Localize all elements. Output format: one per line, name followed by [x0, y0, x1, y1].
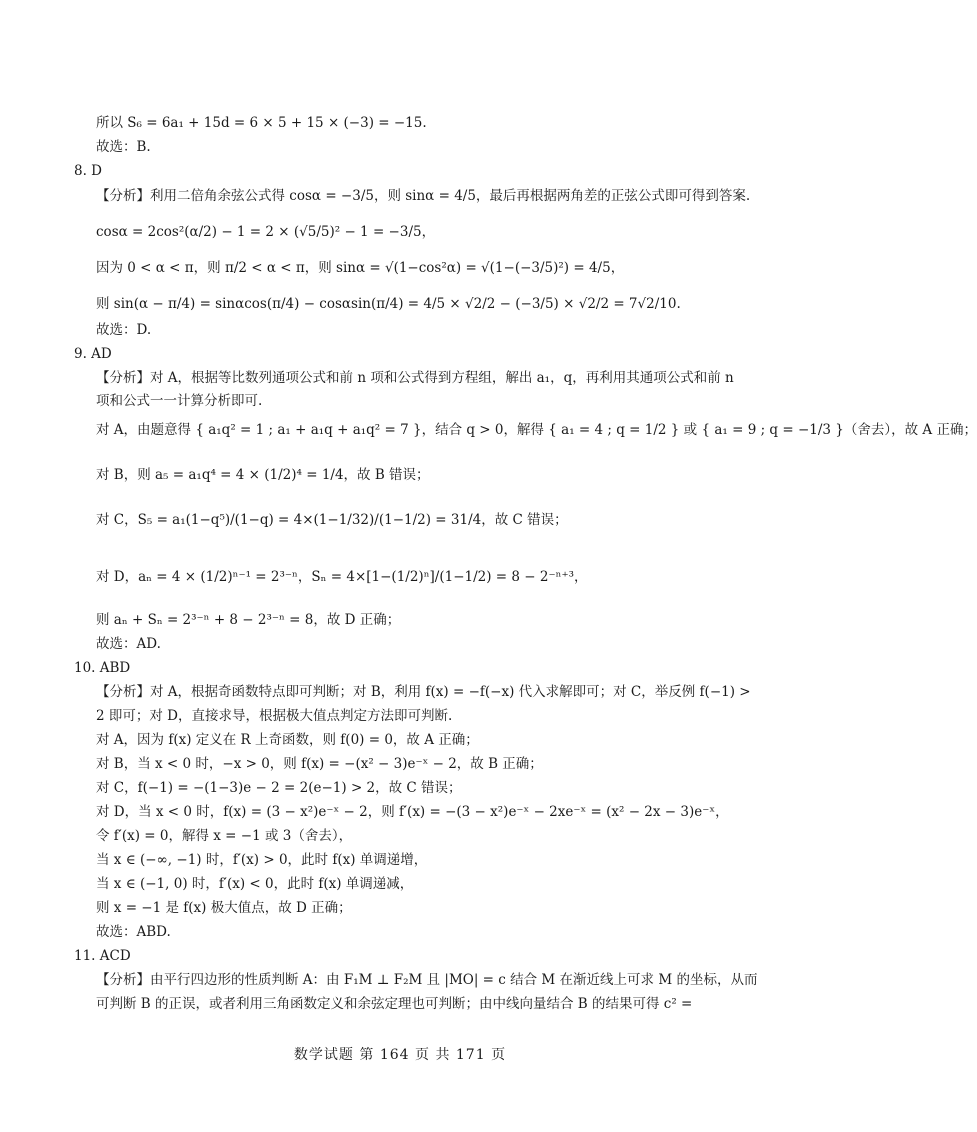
text-line: 令 f′(x) = 0，解得 x = −1 或 3（舍去）， — [96, 828, 353, 844]
text-line: 故选：D. — [96, 322, 152, 338]
text-line: 则 x = −1 是 f(x) 极大值点，故 D 正确； — [96, 900, 352, 916]
text-line: 对 C，f(−1) = −(1−3)e − 2 = 2(e−1) > 2，故 C 错误； — [96, 780, 462, 796]
text-line: 当 x ∈ (−1, 0) 时，f′(x) < 0，此时 f(x) 单调递减， — [96, 876, 414, 892]
text-line: 则 sin(α − π/4) = sinαcos(π/4) − cosαsin(π/4) = 4/5 × √2/2 − (−3/5) × √2/2 = 7√2/10. — [96, 296, 681, 312]
text-line: 对 D，aₙ = 4 × (1/2)ⁿ⁻¹ = 2³⁻ⁿ，Sₙ = 4×[1−(1/2)ⁿ]/(1−1/2) = 8 − 2⁻ⁿ⁺³， — [96, 569, 588, 585]
text-line: 2 即可；对 D，直接求导，根据极大值点判定方法即可判断. — [96, 708, 453, 724]
text-line: 对 C，S₅ = a₁(1−q⁵)/(1−q) = 4×(1−1/32)/(1−1/2) = 31/4，故 C 错误； — [96, 512, 568, 528]
text-line: 对 A，由题意得 { a₁q² = 1 ; a₁ + a₁q + a₁q² = 7 }，结合 q > 0，解得 { a₁ = 4 ; q = 1/2 } 或 { a₁ = 9 ; q = −1/3 }（舍去），故 A 正确； — [96, 422, 977, 438]
text-line: 9. AD — [74, 346, 112, 362]
text-line: 【分析】由平行四边形的性质判断 A：由 F₁M ⊥ F₂M 且 |MO| = c 结合 M 在渐近线上可求 M 的坐标，从而 — [96, 972, 758, 988]
text-line: 10. ABD — [74, 660, 131, 676]
text-line: 故选：AD. — [96, 636, 161, 652]
text-line: 对 D，当 x < 0 时，f(x) = (3 − x²)e⁻ˣ − 2，则 f′(x) = −(3 − x²)e⁻ˣ − 2xe⁻ˣ = (x² − 2x − 3)e⁻ˣ， — [96, 804, 729, 820]
text-line: 可判断 B 的正误，或者利用三角函数定义和余弦定理也可判断；由中线向量结合 B 的结果可得 c² = — [96, 996, 693, 1012]
text-line: 【分析】对 A，根据奇函数特点即可判断；对 B，利用 f(x) = −f(−x) 代入求解即可；对 C，举反例 f(−1) > — [96, 684, 751, 700]
text-line: 故选：B. — [96, 139, 151, 155]
text-line: 当 x ∈ (−∞, −1) 时，f′(x) > 0，此时 f(x) 单调递增， — [96, 852, 428, 868]
text-line: 项和公式一一计算分析即可. — [96, 393, 263, 409]
text-line: 对 A，因为 f(x) 定义在 R 上奇函数，则 f(0) = 0，故 A 正确； — [96, 732, 479, 748]
text-line: 因为 0 < α < π，则 π/2 < α < π，则 sinα = √(1−cos²α) = √(1−(−3/5)²) = 4/5， — [96, 260, 625, 276]
text-line: 故选：ABD. — [96, 924, 171, 940]
text-line: 则 aₙ + Sₙ = 2³⁻ⁿ + 8 − 2³⁻ⁿ = 8，故 D 正确； — [96, 612, 401, 628]
text-line: 对 B，当 x < 0 时，−x > 0，则 f(x) = −(x² − 3)e⁻ˣ − 2，故 B 正确； — [96, 756, 543, 772]
page-footer: 数学试题 第 164 页 共 171 页 — [293, 1047, 507, 1063]
text-line: cosα = 2cos²(α/2) − 1 = 2 × (√5/5)² − 1 = −3/5， — [96, 224, 436, 240]
text-line: 对 B，则 a₅ = a₁q⁴ = 4 × (1/2)⁴ = 1/4，故 B 错误； — [96, 467, 430, 483]
text-line: 所以 S₆ = 6a₁ + 15d = 6 × 5 + 15 × (−3) = −15. — [96, 115, 427, 131]
text-line: 【分析】对 A，根据等比数列通项公式和前 n 项和公式得到方程组，解出 a₁，q，再利用其通项公式和前 n — [96, 370, 734, 386]
text-line: 11. ACD — [74, 948, 131, 964]
text-line: 8. D — [74, 163, 102, 179]
text-line: 【分析】利用二倍角余弦公式得 cosα = −3/5，则 sinα = 4/5，最后再根据两角差的正弦公式即可得到答案. — [96, 188, 751, 204]
